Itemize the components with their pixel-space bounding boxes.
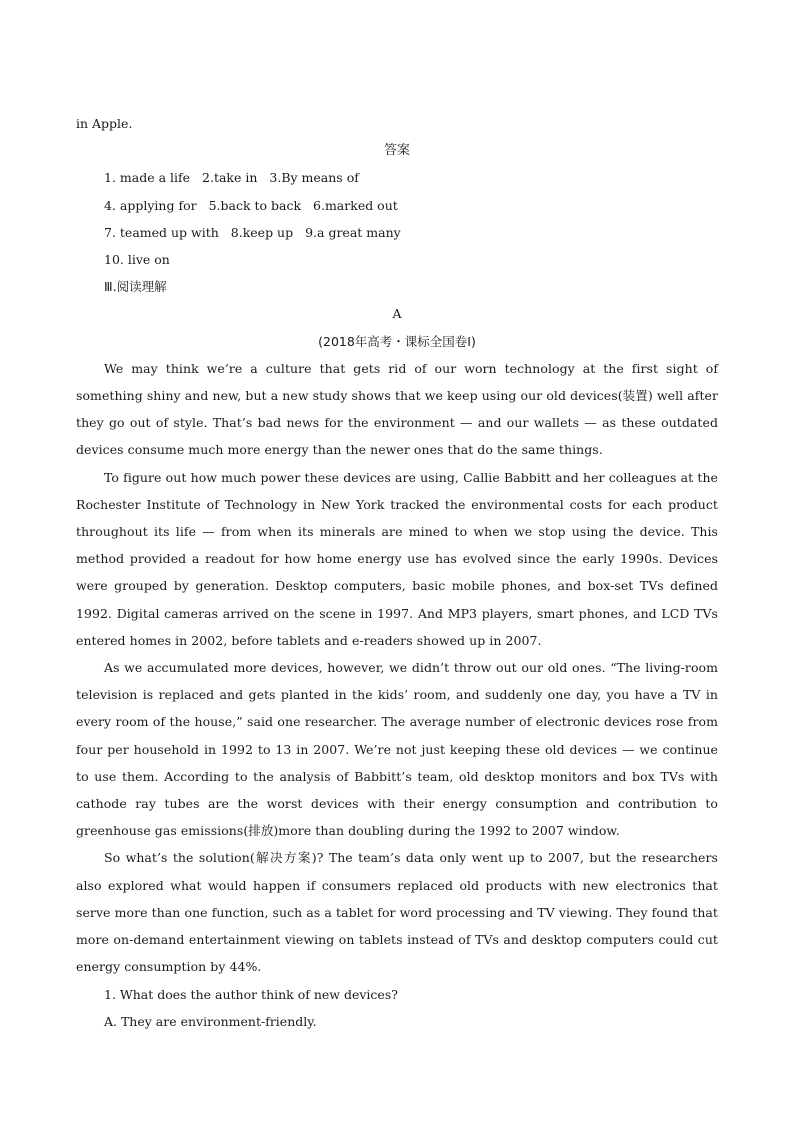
passage-paragraph-2: To figure out how much power these devices are using, Callie Babbitt and her colleagues at the Rochester Institute of Technology in New York tracked the environmental costs for each product throughout its life — from when its minerals are mined to when we stop using the device. This method provided a readout for how home energy use has evolved since the early 1990s. Devices were grouped by generation. Desktop computers, basic mobile phones, and box-set TVs defined 1992. Digital cameras arrived on the scene in 1997. And MP3 players, smart phones, and LCD TVs entered homes in 2002, before tablets and e-readers showed up in 2007.: [76, 469, 718, 648]
answer-item: 10. live on: [104, 252, 170, 268]
question-stem: 1. What does the author think of new devices?: [104, 986, 398, 1002]
passage-paragraph-4: So what’s the solution(解决方案)? The team’s data only went up to 2007, but the researchers also explored what would happen if consumers replaced old products with new electronics that serve more than one function, such as a tablet for word processing and TV viewing. They found that more on-demand entertainment viewing on tablets instead of TVs and desktop computers could cut energy consumption by 44%.: [76, 850, 718, 975]
passage-paragraph-1: We may think we’re a culture that gets rid of our worn technology at the first sight of something shiny and new, but a new study shows that we keep using our old devices(装置) well after they go out of style. That’s bad news for the environment — and our wallets — as these outdated devices consume much more energy than the newer ones that do the same things.: [76, 360, 718, 458]
answer-row-1: [76, 164, 718, 191]
answer-item: 6.marked out: [313, 197, 398, 213]
answer-item: 9.a great many: [305, 224, 401, 240]
document-page: [76, 110, 718, 1035]
passage-label: A: [392, 306, 402, 322]
answer-item: 4. applying for: [104, 197, 197, 213]
answer-row-2: [76, 192, 718, 219]
answer-item: 2.take in: [202, 170, 258, 186]
answer-item: 5.back to back: [208, 197, 302, 213]
answer-row-4: [76, 246, 718, 273]
answer-heading: 答案: [383, 143, 410, 159]
answer-item: 1. made a life: [104, 170, 191, 186]
answer-item: 8.keep up: [230, 224, 294, 240]
answer-item: 3.By means of: [269, 170, 359, 186]
intro-tail-text: in Apple.: [76, 116, 133, 131]
answer-item: 7. teamed up with: [104, 224, 219, 240]
passage-paragraph-3: As we accumulated more devices, however, we didn’t throw out our old ones. “The living-room television is replaced and gets planted in the kids’ room, and suddenly one day, you have a TV in every room of the house,” said one researcher. The average number of electronic devices rose from four per household in 1992 to 13 in 2007. We’re not just keeping these old devices — we continue to use them. According to the analysis of Babbitt’s team, old desktop monitors and box TVs with cathode ray tubes are the worst devices with their energy consumption and contribution to greenhouse gas emissions(排放)more than doubling during the 1992 to 2007 window.: [76, 660, 718, 839]
section-heading: Ⅲ.阅读理解: [104, 279, 167, 295]
exam-source: (2018年高考・课标全国卷Ⅰ): [318, 333, 476, 349]
question-option-a: A. They are environment-friendly.: [104, 1013, 317, 1029]
answer-row-3: [76, 219, 718, 246]
